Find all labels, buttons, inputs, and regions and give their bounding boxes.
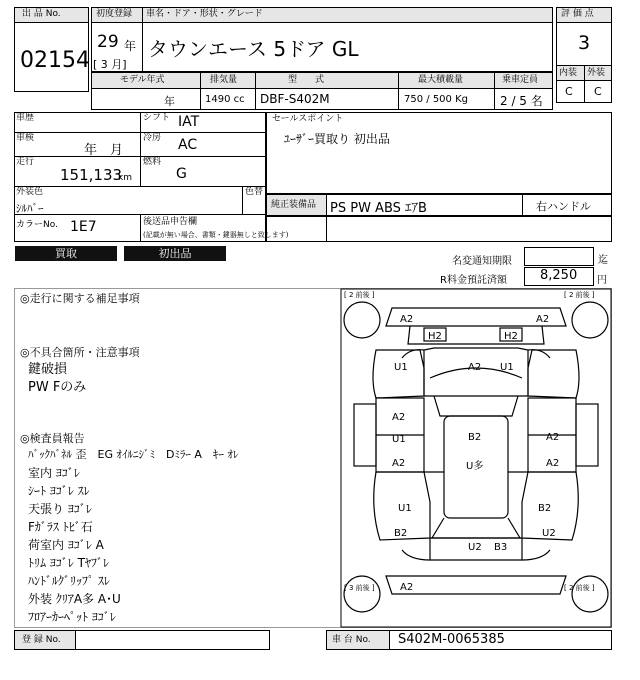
displacement-value: 1490 cc	[205, 94, 245, 105]
steering-value: 右ハンドル	[536, 200, 591, 213]
load-label: 最大積載量	[418, 75, 464, 85]
shipping-label: 後送品申告欄	[143, 217, 198, 227]
first-registration-label: 初度登録	[96, 9, 133, 19]
type-label: 型 式	[288, 75, 325, 85]
name-change-unit: 迄	[598, 255, 608, 266]
exterior-color-label: 外装色	[16, 187, 44, 197]
corner-tl: [ 2 前後 ]	[344, 291, 375, 299]
inspector-item: ﾄﾘﾑ ﾖｺﾞﾚ Tﾔﾌﾞﾚ	[28, 556, 109, 570]
name-label: 車名・ドア・形状・グレード	[146, 9, 263, 19]
inspector-item: 室内 ﾖｺﾞﾚ	[28, 466, 80, 480]
inspector-item: ﾊﾞｯｸﾊﾞﾈﾙ 歪 EG ｵｲﾙﾆｼﾞﾐ Dﾐﾗｰ A ｷｰ ｵﾚ	[28, 448, 239, 461]
exterior-color-value: ｼﾙﾊﾞｰ	[16, 202, 44, 215]
inspector-item: ﾊﾝﾄﾞﾙｸﾞﾘｯﾌﾟ ｽﾚ	[28, 574, 110, 588]
mark-front-door-left-top: A2	[392, 412, 406, 423]
sales-point-label: セールスポイント	[272, 114, 344, 124]
exterior-grade: C	[594, 85, 602, 98]
mark-headlight-left: H2	[428, 331, 442, 342]
sales-point-value: ﾕｰｻﾞｰ買取り 初出品	[284, 132, 390, 146]
inspector-item: 外装 ｸﾘｱA多 A･U	[28, 592, 121, 606]
inspector-item: 天張り ﾖｺﾞﾚ	[28, 502, 92, 516]
car-name: タウンエース 5ドア GL	[148, 37, 359, 61]
lot-number-label: 出 品 No.	[22, 9, 61, 19]
mark-rear-door-right: A2	[546, 458, 560, 469]
equipment-value: PS PW ABS ｴｱB	[330, 201, 427, 216]
inspector-item: ﾌﾛｱｰｶｰﾍﾟｯﾄ ﾖｺﾞﾚ	[28, 610, 116, 624]
mark-rear-fender-right-top: B2	[538, 503, 552, 514]
capacity-value: 2 / 5 名	[500, 94, 543, 108]
color-no-value: 1E7	[70, 219, 97, 235]
mark-rear-fender-left: B2	[394, 528, 408, 539]
mark-hood-right: U1	[500, 362, 514, 373]
registration-no-label: 登 録 No.	[22, 635, 61, 645]
mark-rear-fender-left-top: U1	[398, 503, 412, 514]
mileage-unit: km	[118, 173, 132, 183]
year-unit: 年	[124, 39, 137, 53]
inspector-item: ｼｰﾄ ﾖｺﾞﾚ ｽﾚ	[28, 484, 90, 498]
first-registration-month: [ 3 月]	[93, 58, 127, 71]
recycle-label: R料金預託済額	[440, 275, 507, 286]
lot-number: 02154	[20, 48, 90, 73]
tag-first-listing: 初出品	[124, 246, 226, 261]
color-no-label: カラーNo.	[16, 220, 58, 230]
type-value: DBF-S402M	[260, 92, 330, 106]
mark-front-bumper-left: A2	[400, 314, 414, 325]
mileage-label: 走行	[16, 157, 35, 167]
defect-item: PW Fのみ	[28, 380, 87, 395]
shift-value: IAT	[178, 114, 200, 130]
mark-roof-front: B2	[468, 432, 482, 443]
corner-br: [ 2 前後 ]	[564, 584, 595, 592]
tag-buyback: 買取	[15, 246, 117, 261]
interior-grade: C	[565, 85, 573, 98]
corner-bl: [ 3 前後 ]	[344, 584, 375, 592]
history-label: 車歴	[16, 113, 35, 123]
driving-heading: ◎走行に関する補足事項	[20, 292, 140, 305]
recycle-value: 8,250	[540, 268, 578, 283]
model-year-label: モデル年式	[120, 75, 165, 85]
chassis-no-value: S402M-0065385	[398, 632, 505, 647]
recolor-label: 色替	[245, 187, 264, 197]
mark-front-door-left: U1	[392, 434, 406, 445]
inspector-item: 荷室内 ﾖｺﾞﾚ A	[28, 538, 104, 552]
model-year-unit: 年	[164, 95, 175, 108]
name-change-label: 名変通知期限	[452, 256, 512, 267]
defect-item: 鍵破損	[28, 362, 68, 377]
fuel-label: 燃料	[143, 157, 162, 167]
exterior-label: 外装	[587, 68, 606, 78]
ac-value: AC	[178, 137, 198, 153]
mark-hood-left: A2	[468, 362, 482, 373]
inspector-item: Fｶﾞﾗｽ ﾄﾋﾞ石	[28, 520, 93, 534]
defects-heading: ◎不具合箇所・注意事項	[20, 346, 140, 359]
mark-back-door-right: B3	[494, 542, 508, 553]
shipping-note: (記載が無い場合、書類・鍵器無しと致します)	[143, 231, 289, 239]
interior-label: 内装	[559, 68, 578, 78]
car-damage-diagram	[340, 288, 612, 628]
mark-roof: U多	[466, 461, 484, 472]
fuel-value: G	[176, 166, 187, 182]
capacity-label: 乗車定員	[502, 75, 539, 85]
load-value: 750 / 500 Kg	[404, 94, 468, 105]
shipping-extra-box	[266, 216, 612, 242]
first-registration-year: 29	[97, 32, 119, 52]
mark-front-bumper-right: A2	[536, 314, 550, 325]
mark-headlight-right: H2	[504, 331, 518, 342]
mark-rear-fender-right: U2	[542, 528, 556, 539]
equipment-label: 純正装備品	[271, 200, 317, 210]
inspector-heading: ◎検査員報告	[20, 432, 85, 445]
mark-back-door-left: U2	[468, 542, 482, 553]
ac-label: 冷房	[143, 133, 162, 143]
mark-rear-bumper: A2	[400, 582, 414, 593]
recycle-unit: 円	[597, 275, 607, 286]
displacement-label: 排気量	[210, 75, 238, 85]
chassis-no-label: 車 台 No.	[332, 635, 371, 645]
name-change-box	[524, 247, 594, 266]
inspection-label: 車検	[16, 133, 35, 143]
corner-tr: [ 2 前後 ]	[564, 291, 595, 299]
grade-label: 評 価 点	[561, 9, 594, 19]
mileage-value: 151,133	[60, 166, 123, 184]
shift-label: シフト	[143, 113, 171, 123]
grade-value: 3	[578, 32, 591, 54]
mark-front-fender-left: U1	[394, 362, 408, 373]
mark-front-door-right: A2	[546, 432, 560, 443]
mark-rear-door-left: A2	[392, 458, 406, 469]
inspection-value: 年 月	[84, 143, 124, 158]
